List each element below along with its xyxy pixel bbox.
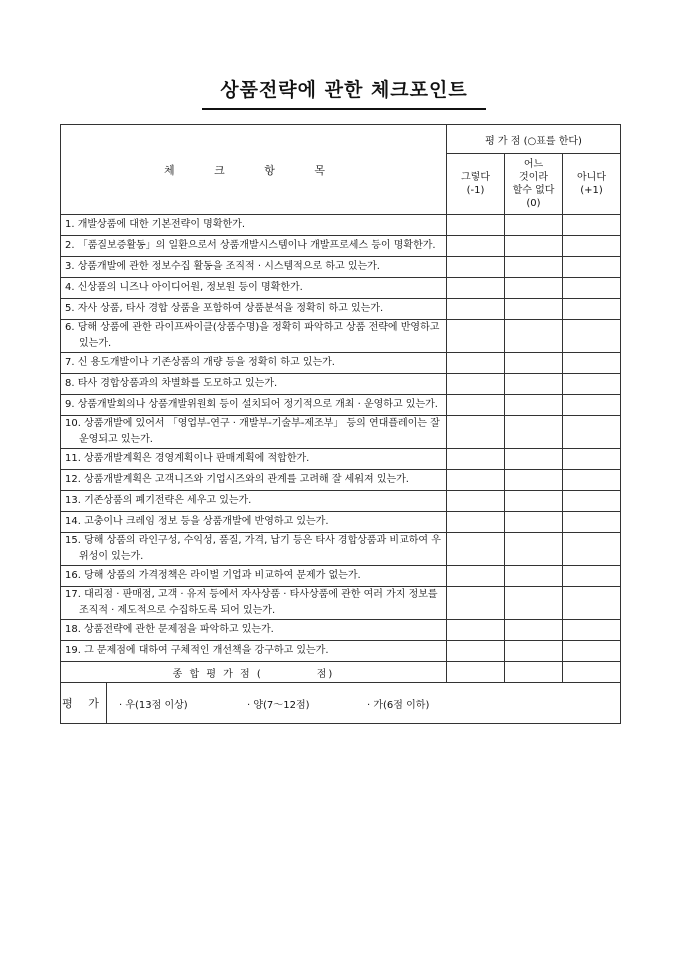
checklist-item-text: 15. 당해 상품의 라인구성, 수익성, 품질, 가격, 납기 등은 타사 경합상품과 비교하여 우위성이 있는가. — [65, 535, 441, 562]
score-box-no[interactable] — [563, 620, 621, 641]
score-box-no[interactable] — [563, 491, 621, 512]
score-box-neutral[interactable] — [505, 470, 563, 491]
score-box-neutral[interactable] — [505, 257, 563, 278]
evaluation-options — [107, 683, 621, 724]
score-box-no[interactable] — [563, 320, 621, 353]
score-box-yes[interactable] — [447, 641, 505, 662]
checklist-item — [61, 257, 447, 278]
checklist-item — [61, 236, 447, 257]
score-box-yes[interactable] — [447, 620, 505, 641]
page-title: 상품전략에 관한 체크포인트 — [202, 76, 486, 110]
score-box-yes[interactable] — [447, 374, 505, 395]
score-box-yes[interactable] — [447, 416, 505, 449]
checklist-item-text: 18. 상품전략에 관한 문제점을 파악하고 있는가. — [65, 624, 274, 635]
checklist-item — [61, 470, 447, 491]
checklist-row — [61, 353, 621, 374]
checklist-row — [61, 278, 621, 299]
score-box-no[interactable] — [563, 353, 621, 374]
checklist-row — [61, 395, 621, 416]
score-box-yes[interactable] — [447, 587, 505, 620]
checklist-row — [61, 215, 621, 236]
score-box-no[interactable] — [563, 566, 621, 587]
score-box-no[interactable] — [563, 299, 621, 320]
score-box-neutral[interactable] — [505, 395, 563, 416]
total-label: 종 합 평 가 점 ( — [172, 668, 263, 680]
checklist-item-text: 13. 기존상품의 폐기전략은 세우고 있는가. — [65, 495, 252, 506]
score-box-neutral[interactable] — [505, 587, 563, 620]
score-box-yes[interactable] — [447, 299, 505, 320]
checklist-item-text: 5. 자사 상품, 타사 경합 상품을 포함하여 상품분석을 정확히 하고 있는가. — [65, 303, 384, 314]
col-yes-header: 그렇다 (-1) — [447, 154, 505, 215]
checklist-row — [61, 587, 621, 620]
checklist-row — [61, 374, 621, 395]
score-box-neutral[interactable] — [505, 533, 563, 566]
score-box-yes[interactable] — [447, 533, 505, 566]
total-row — [61, 662, 621, 683]
score-box-no[interactable] — [563, 395, 621, 416]
evaluation-option: · 우(13점 이상) — [119, 699, 188, 711]
checklist-item — [61, 320, 447, 353]
score-box-yes[interactable] — [447, 320, 505, 353]
score-box-yes[interactable] — [447, 449, 505, 470]
total-box-no[interactable] — [563, 662, 621, 683]
checklist-item — [61, 299, 447, 320]
checklist-item-text: 12. 상품개발계획은 고객니즈와 기업시즈와의 관계를 고려해 잘 세워져 있는가. — [65, 474, 409, 485]
score-box-yes[interactable] — [447, 215, 505, 236]
score-box-no[interactable] — [563, 374, 621, 395]
checklist-item — [61, 620, 447, 641]
score-box-no[interactable] — [563, 236, 621, 257]
checklist-item-text: 14. 고충이나 크레임 정보 등을 상품개발에 반영하고 있는가. — [65, 516, 329, 527]
score-box-no[interactable] — [563, 449, 621, 470]
score-box-yes[interactable] — [447, 257, 505, 278]
score-box-no[interactable] — [563, 215, 621, 236]
checklist-item-text: 19. 그 문제점에 대하여 구체적인 개선책을 강구하고 있는가. — [65, 645, 329, 656]
checklist-row — [61, 620, 621, 641]
score-box-yes[interactable] — [447, 353, 505, 374]
checklist-item-text: 16. 당해 상품의 가격정책은 라이벌 기업과 비교하여 문제가 없는가. — [65, 570, 361, 581]
checklist-row — [61, 533, 621, 566]
checklist-item — [61, 416, 447, 449]
checklist-item — [61, 491, 447, 512]
checklist-item-text: 17. 대리점 · 판매점, 고객 · 유저 등에서 자사상품 · 타사상품에 관한 여러 가지 정보를 조직적 · 제도적으로 수집하도록 되어 있는가. — [65, 589, 438, 616]
total-unit: 점) — [316, 668, 335, 680]
checklist-item — [61, 353, 447, 374]
checklist-item — [61, 278, 447, 299]
checklist-item-text: 11. 상품개발계획은 경영계획이나 판매계획에 적합한가. — [65, 453, 310, 464]
evaluation-option: · 양(7～12점) — [247, 699, 310, 711]
checklist-item — [61, 587, 447, 620]
score-box-no[interactable] — [563, 416, 621, 449]
checklist-item-text: 6. 당해 상품에 관한 라이프싸이클(상품수명)을 정확히 파악하고 상품 전략에 반영하고 있는가. — [65, 322, 440, 349]
score-box-yes[interactable] — [447, 278, 505, 299]
score-box-no[interactable] — [563, 641, 621, 662]
score-box-yes[interactable] — [447, 395, 505, 416]
score-box-yes[interactable] — [447, 512, 505, 533]
checklist-item-text: 3. 상품개발에 관한 정보수집 활동을 조직적 · 시스템적으로 하고 있는가. — [65, 261, 380, 272]
checklist-item-text: 4. 신상품의 니즈나 아이디어원, 정보원 등이 명확한가. — [65, 282, 303, 293]
col-no-header: 아니다 (+1) — [563, 154, 621, 215]
evaluation-label: 평 가 — [61, 683, 107, 724]
checklist-item — [61, 449, 447, 470]
score-box-no[interactable] — [563, 533, 621, 566]
checklist-row — [61, 512, 621, 533]
col-neutral-header: 어느 것이라 할수 없다 (0) — [505, 154, 563, 215]
checklist-item — [61, 533, 447, 566]
checklist-row — [61, 566, 621, 587]
total-box-neutral[interactable] — [505, 662, 563, 683]
score-box-neutral[interactable] — [505, 353, 563, 374]
score-box-neutral[interactable] — [505, 566, 563, 587]
checklist-item-text: 2. 「품질보증활동」의 일환으로서 상품개발시스템이나 개발프로세스 등이 명확한가. — [65, 240, 436, 251]
total-box-yes[interactable] — [447, 662, 505, 683]
score-box-yes[interactable] — [447, 566, 505, 587]
checklist-item-text: 9. 상품개발회의나 상품개발위원회 등이 설치되어 정기적으로 개최 · 운영하고 있는가. — [65, 399, 438, 410]
checklist-row — [61, 320, 621, 353]
score-box-neutral[interactable] — [505, 236, 563, 257]
total-score-label — [61, 662, 447, 683]
score-box-no[interactable] — [563, 512, 621, 533]
checklist-item-text: 7. 신 용도개발이나 기존상품의 개량 등을 정확히 하고 있는가. — [65, 357, 335, 368]
checklist-item — [61, 512, 447, 533]
header-row-1 — [61, 125, 621, 154]
checklist-item — [61, 395, 447, 416]
score-box-neutral[interactable] — [505, 620, 563, 641]
score-box-neutral[interactable] — [505, 416, 563, 449]
checklist-item — [61, 374, 447, 395]
score-box-neutral[interactable] — [505, 215, 563, 236]
checklist-item — [61, 215, 447, 236]
checklist-item-text: 10. 상품개발에 있어서 「영업부-연구 · 개발부-기술부-제조부」 등의 연대플레이는 잘 운영되고 있는가. — [65, 418, 440, 445]
checklist-row — [61, 416, 621, 449]
score-box-neutral[interactable] — [505, 512, 563, 533]
score-box-no[interactable] — [563, 470, 621, 491]
score-box-neutral[interactable] — [505, 641, 563, 662]
checklist-row — [61, 491, 621, 512]
score-box-yes[interactable] — [447, 236, 505, 257]
checklist-item-text: 8. 타사 경합상품과의 차별화를 도모하고 있는가. — [65, 378, 278, 389]
checklist-row — [61, 641, 621, 662]
score-box-yes[interactable] — [447, 470, 505, 491]
checklist-table — [60, 124, 621, 724]
checklist-item — [61, 566, 447, 587]
score-box-neutral[interactable] — [505, 278, 563, 299]
checklist-item-text: 1. 개발상품에 대한 기본전략이 명확한가. — [65, 219, 245, 230]
checklist-row — [61, 299, 621, 320]
evaluation-option: · 가(6점 이하) — [367, 699, 430, 711]
check-items-header: 체 크 항 목 — [61, 125, 447, 215]
evaluation-score-header: 평 가 점 (○표를 한다) — [447, 125, 621, 154]
score-box-no[interactable] — [563, 257, 621, 278]
score-box-no[interactable] — [563, 587, 621, 620]
checklist-row — [61, 449, 621, 470]
checklist-item — [61, 641, 447, 662]
checklist-row — [61, 257, 621, 278]
score-box-neutral[interactable] — [505, 374, 563, 395]
score-box-neutral[interactable] — [505, 491, 563, 512]
checklist-row — [61, 470, 621, 491]
checklist-row — [61, 236, 621, 257]
score-box-neutral[interactable] — [505, 449, 563, 470]
score-box-yes[interactable] — [447, 491, 505, 512]
score-box-neutral[interactable] — [505, 320, 563, 353]
evaluation-row — [61, 683, 621, 724]
score-box-neutral[interactable] — [505, 299, 563, 320]
score-box-no[interactable] — [563, 278, 621, 299]
